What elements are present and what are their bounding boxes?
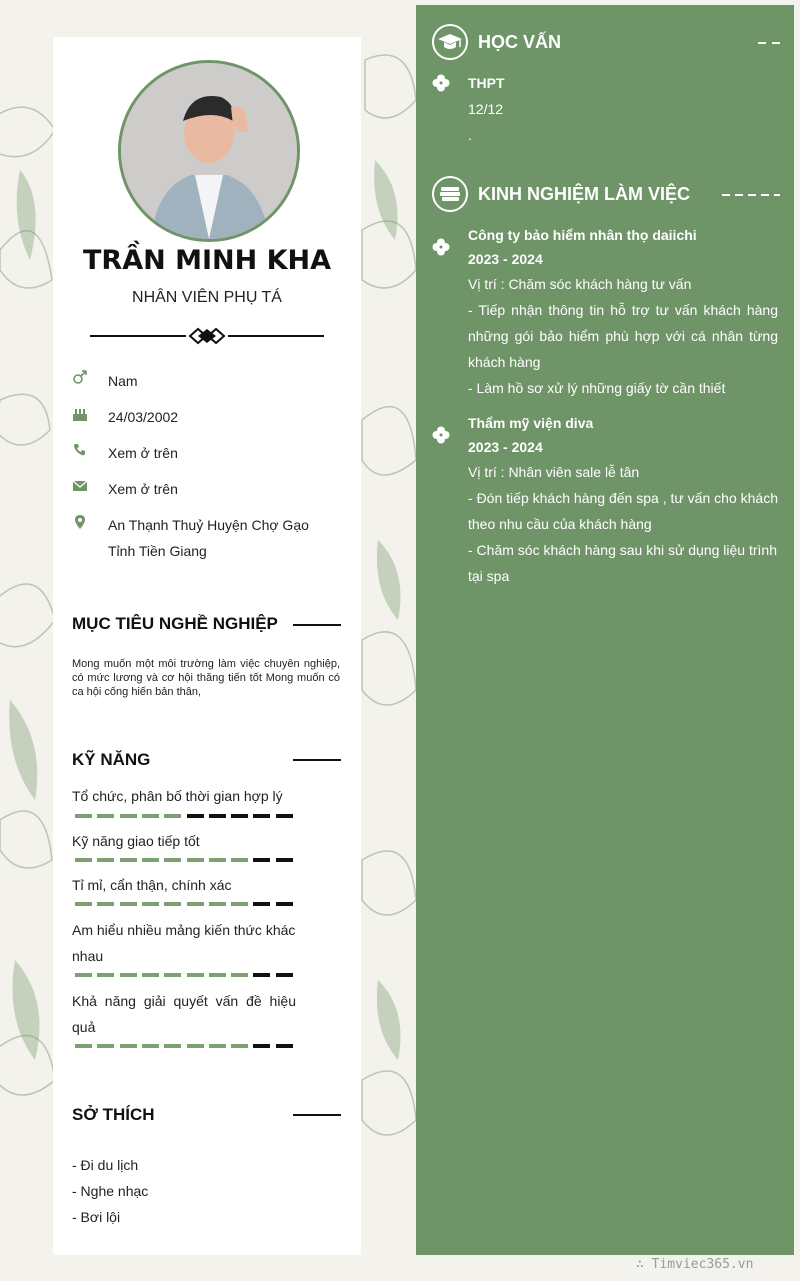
skill-level-segment — [75, 902, 92, 906]
skill-level-segment — [142, 973, 159, 977]
hobby-item: - Bơi lội — [72, 1209, 121, 1225]
skill-level-bar — [75, 1044, 295, 1048]
education-title-dash — [758, 42, 780, 44]
skill-level-segment — [142, 858, 159, 862]
candidate-position: NHÂN VIÊN PHỤ TÁ — [132, 289, 282, 306]
skill-level-segment — [164, 858, 181, 862]
skill-level-segment — [120, 902, 137, 906]
skills-title: KỸ NĂNG — [72, 750, 151, 769]
location-icon — [72, 514, 88, 530]
objective-text: Mong muốn một môi trường làm việc chuyên nghiệp, có mức lương và cơ hội thăng tiến tốt Mong muốn có ca hội cống hiến bản thân, — [72, 658, 340, 698]
job-company: Thẩm mỹ viện diva — [468, 415, 594, 431]
email-icon — [72, 478, 88, 494]
skill-level-segment — [187, 814, 204, 818]
skill-level-segment — [120, 814, 137, 818]
skill-level-segment — [231, 858, 248, 862]
skill-level-segment — [231, 902, 248, 906]
objective-title: MỤC TIÊU NGHỀ NGHIỆP — [72, 614, 278, 633]
skill-item: Tỉ mỉ, cẩn thận, chính xác — [72, 877, 232, 893]
job-description: - Đón tiếp khách hàng đến spa , tư vấn cho khách theo nhu cầu của khách hàng — [468, 490, 778, 532]
skill-level-segment — [75, 858, 92, 862]
job-company: Công ty bảo hiểm nhân thọ daiichi — [468, 227, 697, 243]
skill-level-segment — [187, 902, 204, 906]
skill-level-segment — [97, 902, 114, 906]
skills-title-line — [293, 759, 341, 761]
skill-level-segment — [75, 814, 92, 818]
address-line-1: An Thạnh Thuỷ Huyện Chợ Gạo — [108, 517, 309, 533]
skill-level-segment — [276, 902, 293, 906]
skill-level-segment — [276, 858, 293, 862]
skill-level-segment — [164, 973, 181, 977]
skill-level-segment — [120, 858, 137, 862]
avatar — [118, 60, 300, 242]
education-note: . — [468, 127, 472, 143]
hobbies-title: SỞ THÍCH — [72, 1105, 155, 1124]
education-title: HỌC VẤN — [478, 32, 562, 52]
skill-level-segment — [209, 973, 226, 977]
skill-level-segment — [253, 858, 270, 862]
hobbies-title-line — [293, 1114, 341, 1116]
flower-bullet-icon — [432, 74, 450, 92]
skill-level-segment — [142, 814, 159, 818]
email-value: Xem ở trên — [108, 481, 178, 497]
skill-level-segment — [231, 814, 248, 818]
skill-level-segment — [209, 814, 226, 818]
skill-level-segment — [253, 973, 270, 977]
skill-level-segment — [97, 858, 114, 862]
skill-level-segment — [97, 1044, 114, 1048]
skill-level-segment — [97, 973, 114, 977]
phone-icon — [72, 442, 88, 458]
graduation-cap-icon — [432, 24, 468, 60]
skill-level-bar — [75, 902, 295, 906]
skill-item: Khả năng giải quyết vấn đề hiệu quả — [72, 993, 296, 1035]
skill-level-bar — [75, 814, 295, 818]
experience-title: KINH NGHIỆM LÀM VIỆC — [478, 184, 691, 204]
watermark: ∴ Timviec365.vn — [636, 1257, 754, 1272]
education-grade: 12/12 — [468, 101, 504, 117]
books-icon — [432, 176, 468, 212]
phone-value: Xem ở trên — [108, 445, 178, 461]
flower-bullet-icon — [432, 426, 450, 444]
candidate-name: TRẦN MINH KHA — [82, 245, 332, 276]
skill-level-segment — [276, 814, 293, 818]
job-role: Vị trí : Chăm sóc khách hàng tư vấn — [468, 276, 692, 292]
job-description: - Làm hồ sơ xử lý những giấy tờ cần thiết — [468, 380, 726, 396]
skill-level-segment — [142, 902, 159, 906]
experience-title-dash — [722, 194, 780, 196]
objective-title-line — [293, 624, 341, 626]
skill-level-bar — [75, 973, 295, 977]
skill-level-segment — [187, 858, 204, 862]
skill-level-segment — [120, 1044, 137, 1048]
hobby-item: - Đi du lịch — [72, 1157, 139, 1173]
job-role: Vị trí : Nhân viên sale lễ tân — [468, 464, 640, 480]
skill-level-segment — [253, 902, 270, 906]
job-period: 2023 - 2024 — [468, 251, 543, 267]
address-line-2: Tỉnh Tiền Giang — [108, 543, 207, 559]
skill-item: Tổ chức, phân bố thời gian hợp lý — [72, 788, 283, 804]
job-description: - Tiếp nhận thông tin hỗ trợ tư vấn khách hàng những gói bảo hiểm phù hợp với cá nhân từng khách hàng — [468, 302, 778, 370]
job-period: 2023 - 2024 — [468, 439, 543, 455]
skill-item: Kỹ năng giao tiếp tốt — [72, 833, 200, 849]
skill-level-segment — [164, 902, 181, 906]
job-description: - Chăm sóc khách hàng sau khi sử dụng liệu trình tại spa — [468, 542, 777, 584]
birthday-value: 24/03/2002 — [108, 409, 179, 425]
skill-level-segment — [209, 902, 226, 906]
skill-level-segment — [231, 1044, 248, 1048]
name-divider — [90, 326, 324, 346]
skill-item: Am hiểu nhiều mảng kiến thức khác nhau — [72, 922, 296, 964]
skill-level-segment — [253, 814, 270, 818]
gender-value: Nam — [108, 373, 138, 389]
skill-level-segment — [276, 1044, 293, 1048]
gender-icon — [72, 370, 88, 386]
hobby-item: - Nghe nhạc — [72, 1183, 149, 1199]
flower-bullet-icon — [432, 238, 450, 256]
skill-level-segment — [120, 973, 137, 977]
skill-level-segment — [209, 1044, 226, 1048]
skill-level-segment — [187, 973, 204, 977]
skill-level-segment — [164, 814, 181, 818]
skill-level-segment — [164, 1044, 181, 1048]
education-school: THPT — [468, 75, 505, 91]
skill-level-segment — [209, 858, 226, 862]
skill-level-segment — [187, 1044, 204, 1048]
birthday-icon — [72, 406, 88, 422]
skill-level-segment — [253, 1044, 270, 1048]
skill-level-segment — [276, 973, 293, 977]
skill-level-bar — [75, 858, 295, 862]
skill-level-segment — [97, 814, 114, 818]
skill-level-segment — [75, 1044, 92, 1048]
skill-level-segment — [142, 1044, 159, 1048]
skill-level-segment — [231, 973, 248, 977]
skill-level-segment — [75, 973, 92, 977]
